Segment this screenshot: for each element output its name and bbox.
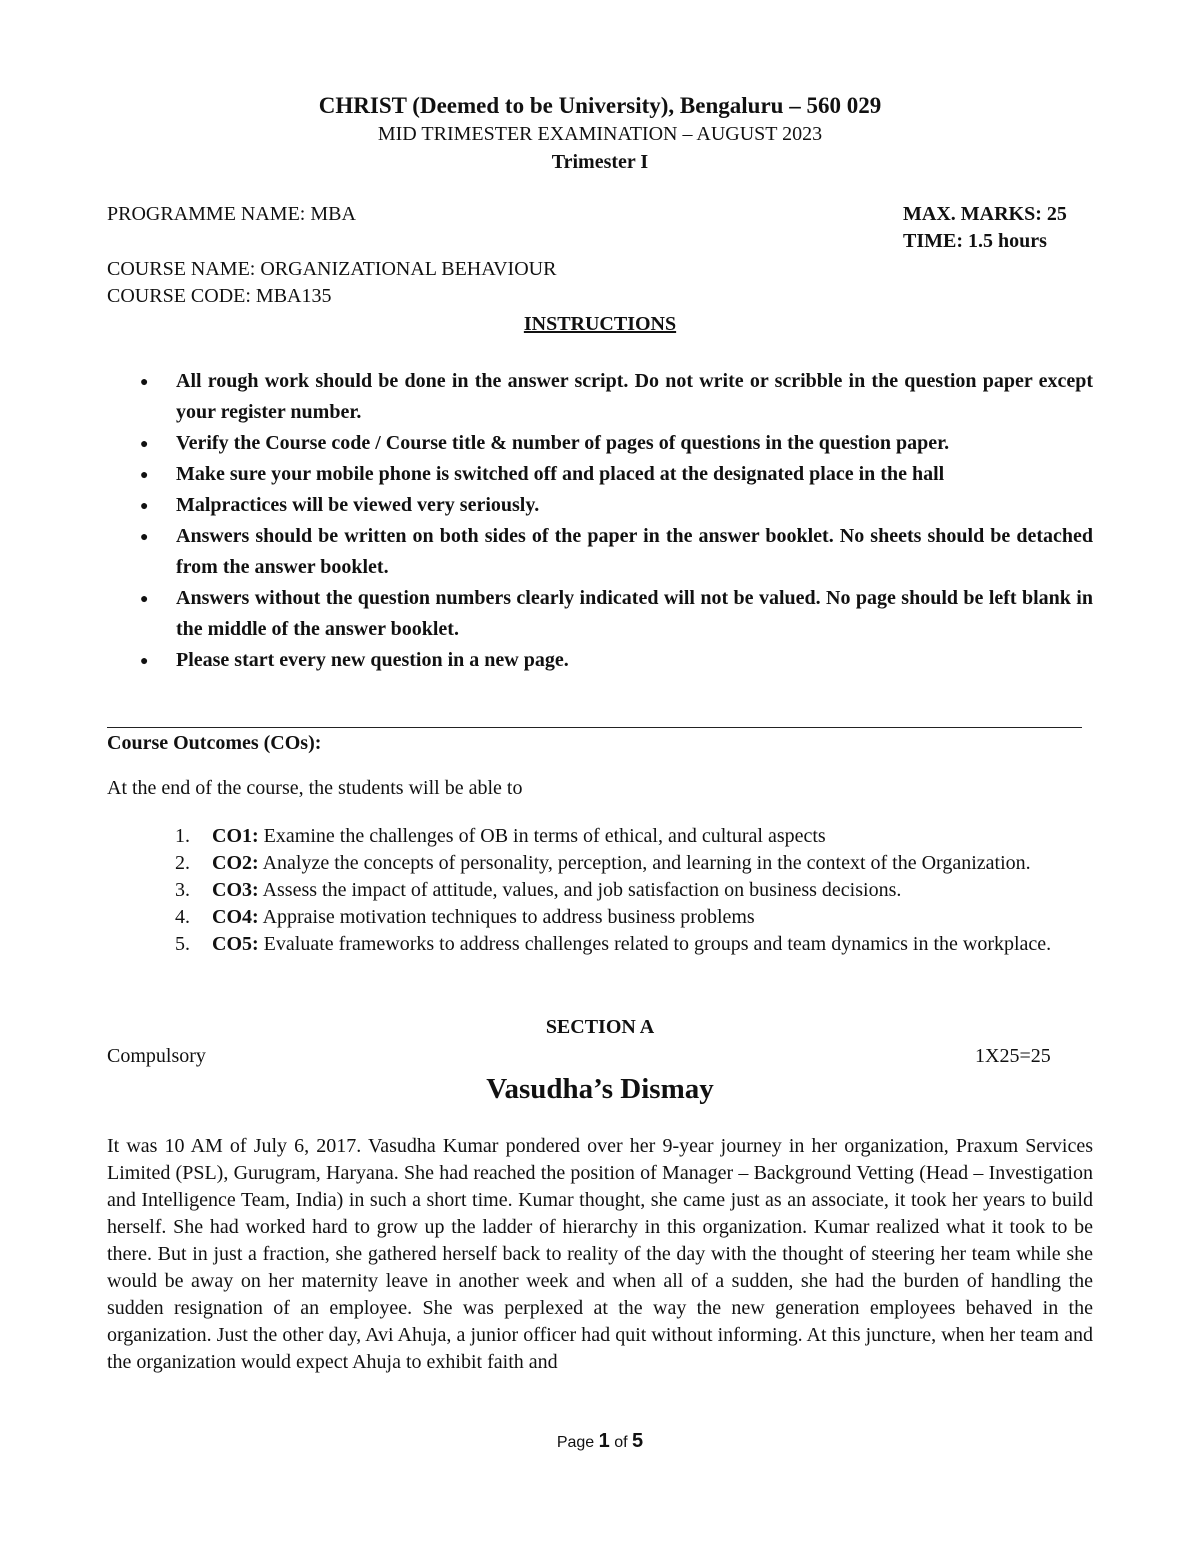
divider-line: [107, 727, 1082, 728]
instruction-item: ● Verify the Course code / Course title & number of pages of questions in the question paper.: [140, 428, 1093, 459]
bullet-icon: ●: [140, 499, 149, 514]
bullet-icon: ●: [140, 654, 149, 669]
instruction-item: ● Make sure your mobile phone is switched off and placed at the designated place in the hall: [140, 459, 1093, 490]
course-outcome-item: 5. CO5: Evaluate frameworks to address challenges related to groups and team dynamics in the workplace.: [175, 933, 1052, 955]
course-outcomes-intro: At the end of the course, the students will be able to: [107, 777, 523, 799]
instruction-item: ● Malpractices will be viewed very seriously.: [140, 490, 1093, 521]
course-outcome-item: 3. CO3: Assess the impact of attitude, values, and job satisfaction on business decisions.: [175, 879, 902, 901]
instructions-heading: INSTRUCTIONS: [523, 313, 677, 335]
university-title: CHRIST (Deemed to be University), Bengaluru – 560 029: [318, 93, 882, 118]
bullet-icon: ●: [140, 592, 149, 607]
instruction-item: ● Answers should be written on both sides of the paper in the answer booklet. No sheets should be detached from the answer booklet.: [140, 521, 1093, 583]
section-marks: 1X25=25: [975, 1045, 1051, 1067]
course-name: COURSE NAME: ORGANIZATIONAL BEHAVIOUR: [107, 258, 557, 280]
course-outcomes-list: [175, 823, 1093, 958]
page-total: 5: [632, 1430, 644, 1452]
bullet-icon: ●: [140, 375, 149, 390]
course-code: COURSE CODE: MBA135: [107, 285, 332, 307]
trimester-label: Trimester I: [551, 151, 649, 173]
case-study-title: Vasudha’s Dismay: [486, 1073, 714, 1105]
section-title: SECTION A: [545, 1016, 655, 1038]
bullet-icon: ●: [140, 468, 149, 483]
case-study-paragraph: It was 10 AM of July 6, 2017. Vasudha Kumar pondered over her 9-year journey in her organization, Praxum Services Limited (PSL), Gurugram, Haryana. She had reached the position of Manager – Background Vetting (Head – Investigation and Intelligence Team, India) in such a short time. Kumar thought, she came just as an associate, it took her years to build herself. She had worked hard to grow up the ladder of hierarchy in this organization. Kumar realized what it took to be there. But in just a fraction, she gathered herself back to reality of the day with the thought of steering her team while she would be away on her maternity leave in another week and when all of a sudden, she had the burden of handling the sudden resignation of an employee. She was perplexed at the way the new generation employees behaved in the organization. Just the other day, Avi Ahuja, a junior officer had quit without informing. At this juncture, when her team and the organization would expect Ahuja to exhibit faith and: [107, 1135, 1093, 1373]
instruction-item: ● Please start every new question in a new page.: [140, 645, 1093, 676]
bullet-icon: ●: [140, 530, 149, 545]
page-footer: [0, 1430, 1200, 1453]
page-word: Page: [556, 1434, 595, 1451]
course-outcomes-heading: Course Outcomes (COs):: [107, 732, 322, 754]
page-number: 1: [598, 1430, 610, 1452]
course-outcome-item: 2. CO2: Analyze the concepts of personality, perception, and learning in the context of the Organization.: [175, 852, 1031, 874]
exam-title: MID TRIMESTER EXAMINATION – AUGUST 2023: [377, 123, 823, 145]
time-allowed: TIME: 1.5 hours: [903, 230, 1047, 252]
instruction-item: ● Answers without the question numbers clearly indicated will not be valued. No page should be left blank in the middle of the answer booklet.: [140, 583, 1093, 645]
bullet-icon: ●: [140, 437, 149, 452]
course-outcome-item: 4. CO4: Appraise motivation techniques to address business problems: [175, 906, 755, 928]
instruction-item: ● All rough work should be done in the answer script. Do not write or scribble in the question paper except your register number.: [140, 366, 1093, 428]
of-word: of: [614, 1434, 628, 1451]
section-compulsory-label: Compulsory: [107, 1045, 206, 1067]
course-outcome-item: 1. CO1: Examine the challenges of OB in terms of ethical, and cultural aspects: [175, 825, 826, 847]
instructions-list: [140, 366, 1093, 676]
max-marks: MAX. MARKS: 25: [903, 203, 1067, 225]
programme-name: PROGRAMME NAME: MBA: [107, 203, 356, 225]
